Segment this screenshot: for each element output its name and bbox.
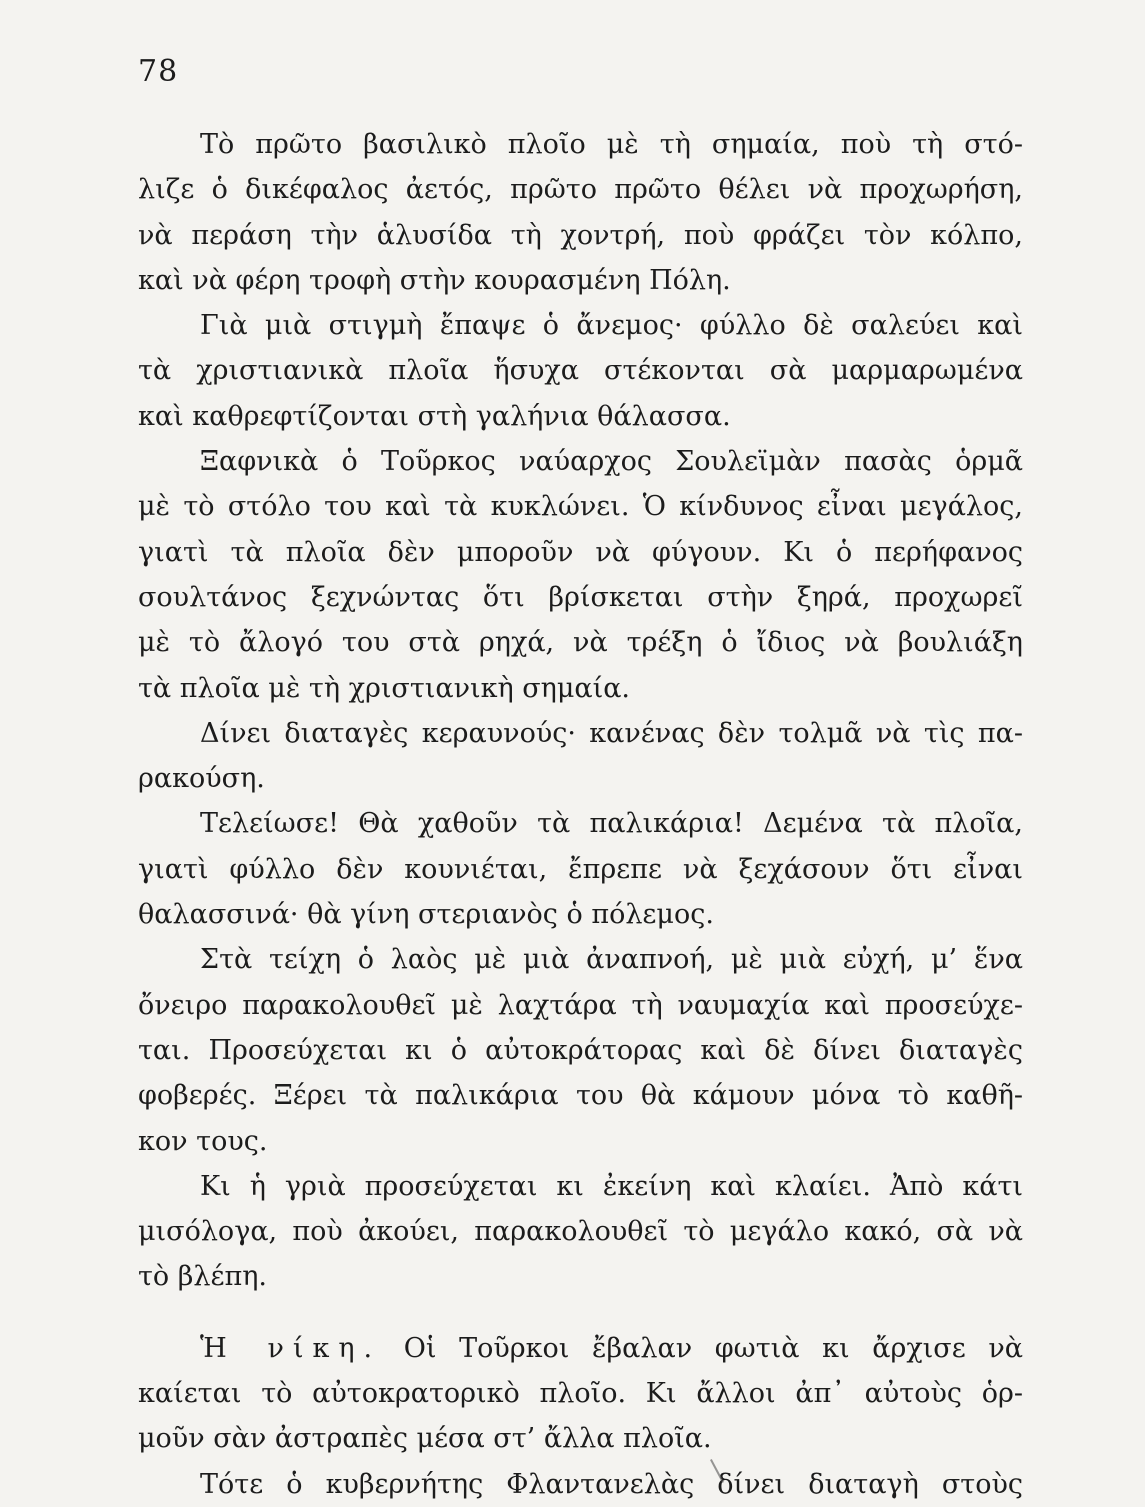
paragraph (138, 1326, 1023, 1462)
text-line: θαλασσινά· θὰ γίνη στεριανὸς ὁ πόλεμος. (138, 899, 714, 931)
text-segment: Οἱ Τοῦρκοι ἔβαλαν φωτιὰ κι ἄρχισε νὰ (403, 1332, 1023, 1364)
paragraph (138, 439, 1023, 711)
paragraph (138, 1462, 1023, 1507)
text-line: σουλτάνος ξεχνώντας ὅτι βρίσκεται στὴν ξηρά, προχωρεῖ (138, 581, 1023, 613)
text-line: Δίνει διαταγὲς κεραυνούς· κανένας δὲν τολμᾶ νὰ τὶς πα- (200, 717, 1023, 749)
text-line: λιζε ὁ δικέφαλος ἀετός, πρῶτο πρῶτο θέλει νὰ προχωρήση, (138, 174, 1023, 206)
text-line: μισόλογα, ποὺ ἀκούει, παρακολουθεῖ τὸ μεγάλο κακό, σὰ νὰ (138, 1216, 1023, 1248)
text-line: φοβερές. Ξέρει τὰ παλικάρια του θὰ κάμουν μόνα τὸ καθῆ- (138, 1080, 1023, 1112)
paragraph (138, 303, 1023, 439)
paragraph (138, 122, 1023, 303)
text-line: Κι ἡ γριὰ προσεύχεται κι ἐκείνη καὶ κλαίει. Ἀπὸ κάτι (200, 1170, 1023, 1202)
text-line: κον τους. (138, 1125, 268, 1157)
text-line: νὰ περάση τὴν ἁλυσίδα τὴ χοντρή, ποὺ φράζει τὸν κόλπο, (138, 219, 1023, 251)
text-line: Τελείωσε! Θὰ χαθοῦν τὰ παλικάρια! Δεμένα τὰ πλοῖα, (200, 808, 1023, 840)
text-line: καὶ καθρεφτίζονται στὴ γαλήνια θάλασσα. (138, 400, 731, 432)
text-line: καίεται τὸ αὐτοκρατορικὸ πλοῖο. Κι ἄλλοι ἀπ᾿ αὐτοὺς ὁρ- (138, 1378, 1023, 1410)
text-line: ρακούση. (138, 763, 265, 795)
text-line: Τότε ὁ κυβερνήτης Φλαντανελὰς δίνει διαταγὴ στοὺς (200, 1468, 1023, 1500)
text-line: μὲ τὸ στόλο του καὶ τὰ κυκλώνει. Ὁ κίνδυνος εἶναι μεγάλος, (138, 491, 1023, 523)
text-line: Στὰ τείχη ὁ λαὸς μὲ μιὰ ἀναπνοή, μὲ μιὰ εὐχή, μ’ ἕνα (200, 944, 1023, 976)
text-line: ὄνειρο παρακολουθεῖ μὲ λαχτάρα τὴ ναυμαχία καὶ προσεύχε- (138, 989, 1023, 1021)
text-line: Γιὰ μιὰ στιγμὴ ἔπαψε ὁ ἄνεμος· φύλλο δὲ σαλεύει καὶ (200, 310, 1023, 342)
text-line: τὰ πλοῖα μὲ τὴ χριστιανικὴ σημαία. (138, 672, 631, 704)
text-line: γιατὶ τὰ πλοῖα δὲν μποροῦν νὰ φύγουν. Κι ὁ περήφανος (138, 536, 1023, 568)
section-gap (138, 1300, 1023, 1326)
text-line (138, 1326, 1023, 1371)
paragraph (138, 711, 1023, 802)
body-text (138, 122, 1023, 1507)
text-line: τὰ χριστιανικὰ πλοῖα ἥσυχα στέκονται σὰ μαρμαρωμένα (138, 355, 1023, 387)
text-line: Τὸ πρῶτο βασιλικὸ πλοῖο μὲ τὴ σημαία, ποὺ τὴ στό- (200, 129, 1023, 160)
text-line: τὸ βλέπη. (138, 1261, 267, 1293)
section-lead-word: Ἡ νίκη. (200, 1332, 382, 1364)
text-line: μοῦν σὰν ἀστραπὲς μέσα στ’ ἄλλα πλοῖα. (138, 1423, 712, 1455)
paragraph (138, 937, 1023, 1163)
text-line: καὶ νὰ φέρη τροφὴ στὴν κουρασμένη Πόλη. (138, 264, 731, 296)
text-line: Ξαφνικὰ ὁ Τοῦρκος ναύαρχος Σουλεϊμὰν πασὰς ὁρμᾶ (200, 446, 1023, 478)
paragraph (138, 1164, 1023, 1300)
page-number: 78 (138, 54, 179, 89)
text-line: ται. Προσεύχεται κι ὁ αὐτοκράτορας καὶ δὲ δίνει διαταγὲς (138, 1034, 1023, 1066)
paragraph (138, 801, 1023, 937)
text-line: γιατὶ φύλλο δὲν κουνιέται, ἔπρεπε νὰ ξεχάσουν ὅτι εἶναι (138, 853, 1023, 885)
text-line: μὲ τὸ ἄλογό του στὰ ρηχά, νὰ τρέξη ὁ ἴδιος νὰ βουλιάξη (138, 627, 1023, 659)
